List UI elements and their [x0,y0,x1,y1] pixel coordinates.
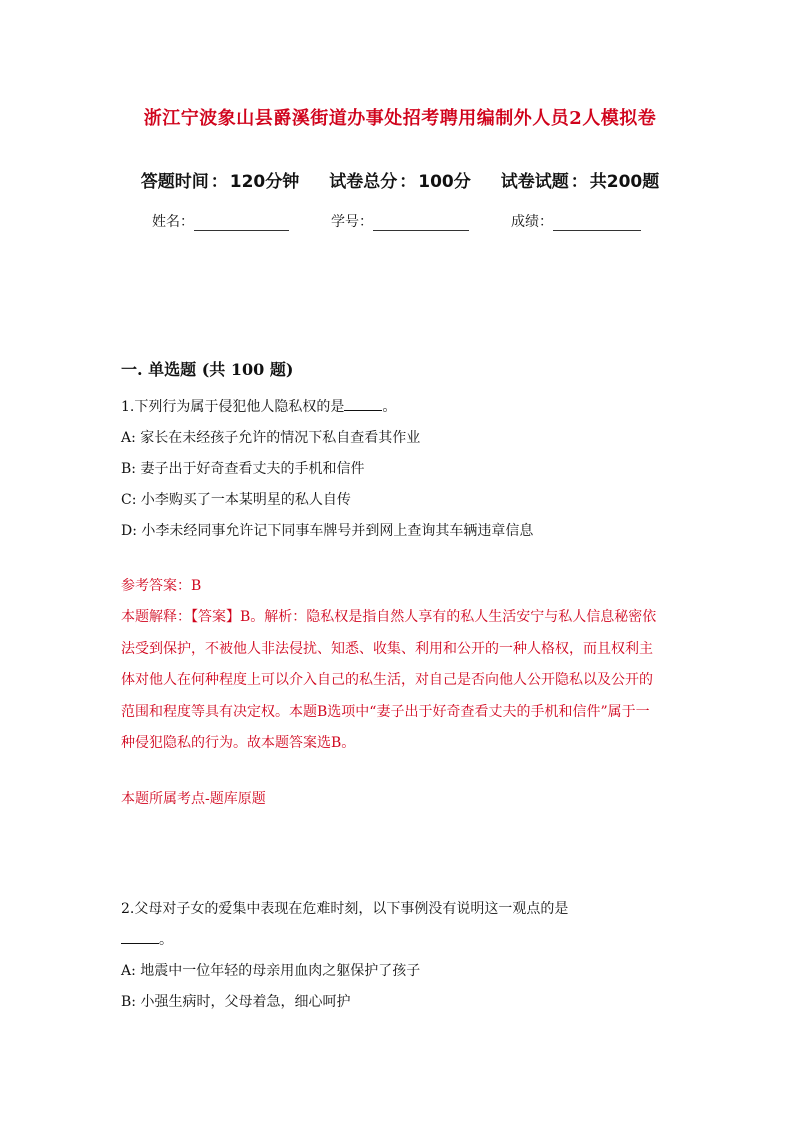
score-field[interactable] [511,211,641,231]
question-1-explanation: 本题解释：【答案】B。解析：隐私权是指自然人享有的私人生活安宁与私人信息秘密依法受到保护，不被他人非法侵扰、知悉、收集、利用和公开的一种人格权，而且权利主体对他人在何种程度上可以介入自己的私生活，对自己是否向他人公开隐私以及公开的范围和程度等具有决定权。本题B选项中“妻子出于好奇查看丈夫的手机和信件”属于一种侵犯隐私的行为。故本题答案选B。 [121,609,657,751]
student-id-field[interactable] [331,211,469,231]
exam-count-label: 试卷试题 [500,172,569,192]
question-1-knowledge-point: 本题所属考点-题库原题 [121,790,266,807]
question-1 [121,392,681,815]
question-1-option-a: A: 家长在未经孩子允许的情况下私自查看其作业 [121,430,421,446]
question-2 [121,894,681,1018]
name-field-line[interactable] [194,212,289,231]
student-id-field-label: 学号： [331,214,373,230]
exam-total-score: 试卷总分 ： 100分 [329,167,471,192]
question-1-answer: 参考答案：B [121,578,202,594]
score-field-label: 成绩： [511,214,553,230]
exam-score-value: 100分 [418,172,471,192]
score-field-line[interactable] [553,212,641,231]
exam-score-label: 试卷总分 [329,172,398,192]
student-info-fields [152,211,683,231]
answer-blank [344,394,382,411]
exam-time: 答题时间 ： 120分钟 [141,167,300,192]
question-1-option-b: B: 妻子出于好奇查看丈夫的手机和信件 [121,461,365,477]
exam-question-count: 试卷试题 ： 共200题 [501,167,660,192]
exam-time-label: 答题时间 [140,172,209,192]
question-1-stem: 1.下列行为属于侵犯他人隐私权的是 。 [121,392,681,423]
exam-count-value: 共200题 [589,172,660,192]
question-2-option-b: B: 小强生病时，父母着急，细心呵护 [121,994,351,1010]
question-1-option-c: C: 小李购买了一本某明星的私人自传 [121,492,351,508]
page-title: 浙江宁波象山县爵溪街道办事处招考聘用编制外人员2人模拟卷 [143,108,657,129]
question-2-stem: 2.父母对子女的爱集中表现在危难时刻，以下事例没有说明这一观点的是 [121,901,569,917]
student-id-field-line[interactable] [373,212,469,231]
question-2-option-a: A: 地震中一位年轻的母亲用血肉之躯保护了孩子 [121,963,421,979]
question-1-option-d: D: 小李未经同事允许记下同事车牌号并到网上查询其车辆违章信息 [121,523,534,539]
answer-blank [121,927,159,944]
section-title: 一. 单选题 (共 100 题) [121,360,294,379]
name-field-label: 姓名： [152,214,194,230]
question-2-stem-end: 。 [121,925,681,956]
exam-time-value: 120分钟 [229,172,300,192]
name-field[interactable] [152,211,289,231]
exam-meta [0,167,800,192]
